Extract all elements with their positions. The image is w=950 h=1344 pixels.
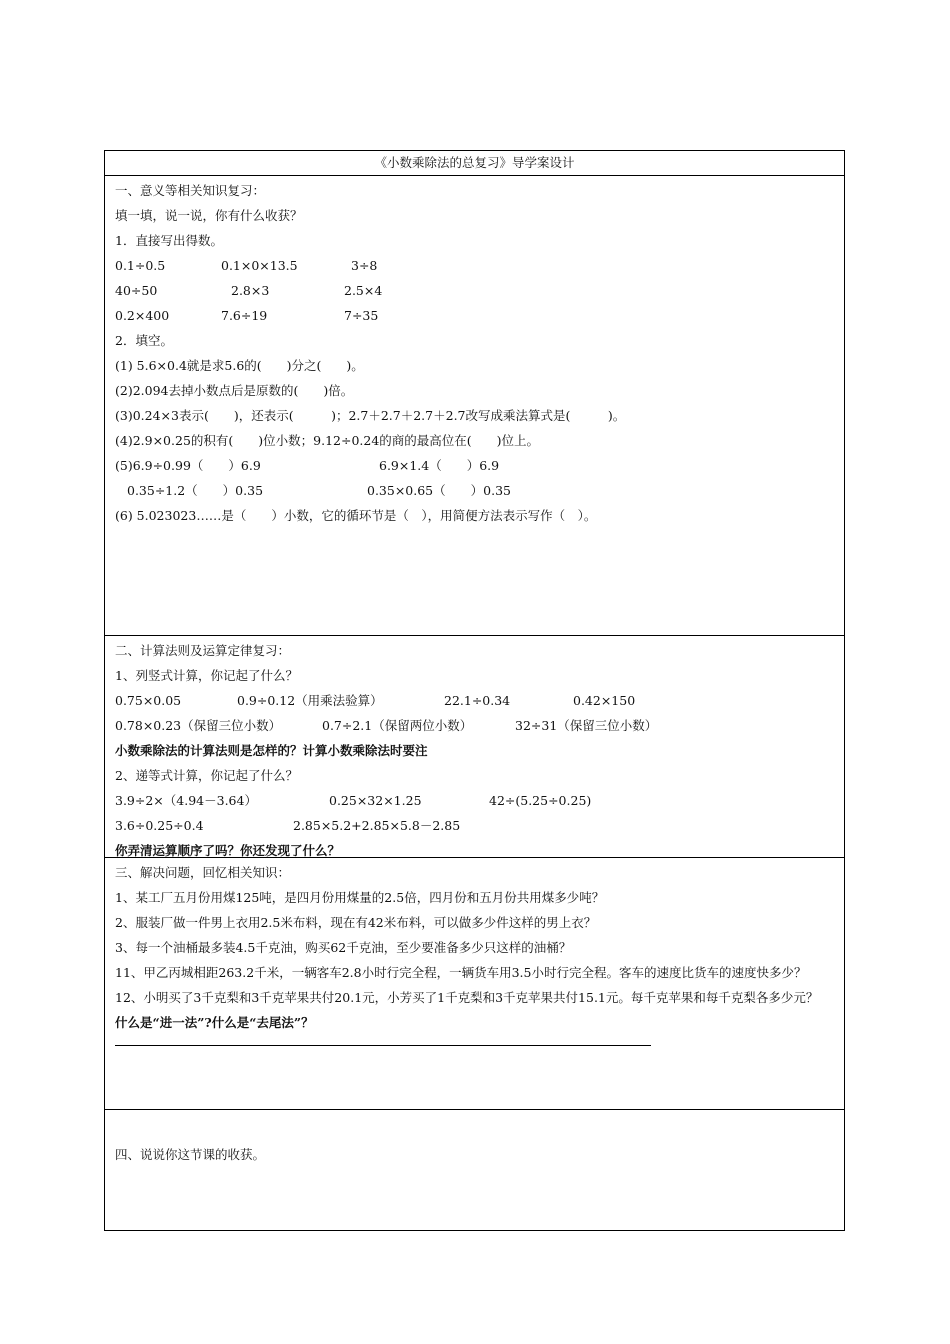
calc-item: 0.1×0×13.5 xyxy=(221,258,298,273)
section-word-problems xyxy=(105,858,844,1110)
reflection-question: 什么是“进一法”?什么是“去尾法”？ xyxy=(115,1015,314,1030)
calc-row xyxy=(115,688,834,713)
reflection-question: 小数乘除法的计算法则是怎样的？计算小数乘除法时要注 xyxy=(115,743,428,758)
compare-item: 6.9×1.4（ ）6.9 xyxy=(379,458,500,473)
calc-row xyxy=(115,813,834,838)
word-problem: 11、甲乙丙城相距263.2千米，一辆客车2.8小时行完全程，一辆货车用3.5小时行完全程。客车的速度比货车的速度快多少？ xyxy=(115,965,807,980)
calc-row xyxy=(115,713,834,738)
fill-blank-item: (3)0.24×3表示( )，还表示( )；2.7＋2.7＋2.7＋2.7改写成乘法算式是( )。 xyxy=(115,408,626,423)
reflection-question: 你弄清运算顺序了吗？你还发现了什么？ xyxy=(115,843,341,858)
calc-item: 42÷(5.25÷0.25) xyxy=(489,793,592,808)
section-review-meaning xyxy=(105,176,844,636)
word-problem: 2、服装厂做一件男上衣用2.5米布料，现在有42米布料，可以做多少件这样的男上衣？ xyxy=(115,915,597,930)
question-title: 2．填空。 xyxy=(115,333,173,348)
fill-blank-item: (6) 5.023023……是（ ）小数，它的循环节是（ ），用简便方法表示写作（ ）。 xyxy=(115,508,597,523)
calc-item: 0.7÷2.1（保留两位小数） xyxy=(322,718,473,733)
page-title: 《小数乘除法的总复习》导学案设计 xyxy=(105,151,844,176)
fill-blank-item: (4)2.9×0.25的积有( )位小数；9.12÷0.24的商的最高位在( )位上。 xyxy=(115,433,540,448)
calc-item: 3.9÷2×（4.94－3.64） xyxy=(115,793,257,808)
calc-item: 2.8×3 xyxy=(231,283,270,298)
calc-item: 0.2×400 xyxy=(115,308,170,323)
calc-item: 7÷35 xyxy=(344,308,379,323)
word-problem: 12、小明买了3千克梨和3千克苹果共付20.1元，小芳买了1千克梨和3千克苹果共付15.1元。每千克苹果和每千克梨各多少元？ xyxy=(115,990,819,1005)
calc-row xyxy=(115,253,834,278)
section-intro: 填一填，说一说，你有什么收获？ xyxy=(115,208,303,223)
fill-blank-item: (2)2.094去掉小数点后是原数的( )倍。 xyxy=(115,383,354,398)
word-problem: 1、某工厂五月份用煤125吨，是四月份用煤量的2.5倍，四月份和五月份共用煤多少吨？ xyxy=(115,890,605,905)
compare-item: (5)6.9÷0.99（ ）6.9 xyxy=(115,458,261,473)
calc-item: 3.6÷0.25÷0.4 xyxy=(115,818,204,833)
compare-item: 0.35×0.65（ ）0.35 xyxy=(367,483,511,498)
calc-item: 3÷8 xyxy=(351,258,378,273)
section-heading: 三、解决问题，回忆相关知识： xyxy=(115,865,291,880)
question-title: 1．直接写出得数。 xyxy=(115,233,223,248)
calc-item: 22.1÷0.34 xyxy=(444,693,511,708)
calc-row xyxy=(115,278,834,303)
compare-row xyxy=(115,453,834,478)
calc-item: 0.9÷0.12（用乘法验算） xyxy=(237,693,383,708)
calc-item: 2.5×4 xyxy=(344,283,383,298)
compare-row xyxy=(115,478,834,503)
calc-item: 2.85×5.2+2.85×5.8－2.85 xyxy=(293,818,461,833)
worksheet-table xyxy=(104,150,845,1231)
calc-item: 32÷31（保留三位小数） xyxy=(515,718,658,733)
calc-item: 40÷50 xyxy=(115,283,158,298)
compare-item: 0.35÷1.2（ ）0.35 xyxy=(127,483,264,498)
fill-blank-item: (1) 5.6×0.4就是求5.6的( )分之( )。 xyxy=(115,358,364,373)
calc-row xyxy=(115,303,834,328)
section-heading: 四、说说你这节课的收获。 xyxy=(115,1147,266,1162)
section-summary xyxy=(105,1142,844,1230)
word-problem: 3、每一个油桶最多装4.5千克油，购买62千克油，至少要准备多少只这样的油桶？ xyxy=(115,940,572,955)
calc-item: 0.25×32×1.25 xyxy=(329,793,422,808)
section-heading: 二、计算法则及运算定律复习： xyxy=(115,643,291,658)
question-title: 1、列竖式计算，你记起了什么？ xyxy=(115,668,298,683)
calc-item: 7.6÷19 xyxy=(221,308,268,323)
section-calc-rules xyxy=(105,636,844,858)
answer-blank-line[interactable] xyxy=(344,843,502,858)
answer-blank-line[interactable] xyxy=(115,1035,651,1046)
question-title: 2、递等式计算，你记起了什么？ xyxy=(115,768,298,783)
calc-item: 0.1÷0.5 xyxy=(115,258,166,273)
calc-item: 0.78×0.23（保留三位小数） xyxy=(115,718,282,733)
section-heading: 一、意义等相关知识复习： xyxy=(115,183,266,198)
calc-row xyxy=(115,788,834,813)
calc-item: 0.75×0.05 xyxy=(115,693,182,708)
calc-item: 0.42×150 xyxy=(573,693,636,708)
